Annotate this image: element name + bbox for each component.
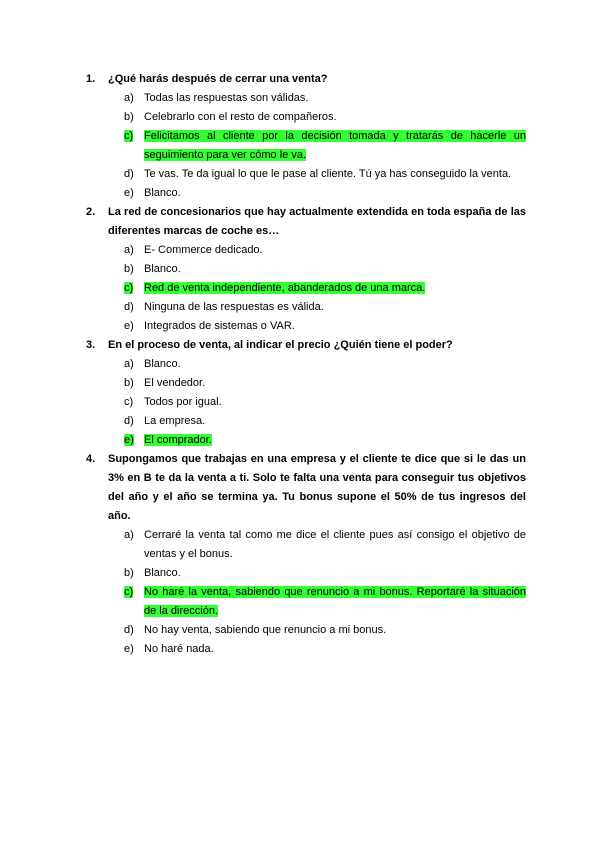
option-letter: a): [124, 358, 134, 370]
option-a: [86, 526, 526, 564]
option-letter: c): [124, 130, 134, 142]
question-number: 4.: [86, 453, 96, 465]
option-letter: d): [124, 301, 134, 313]
option-text: Blanco.: [144, 263, 181, 275]
question-heading: [86, 203, 526, 241]
option-text: No haré la venta, sabiendo que renuncio a mi bonus. Reportaré la situación de la dirección.: [144, 586, 526, 617]
option-text: Felicitamos al cliente por la decisión tomada y tratarás de hacerle un seguimiento para ver cómo le va.: [144, 130, 526, 161]
option-text: Blanco.: [144, 187, 181, 199]
question-text: En el proceso de venta, al indicar el precio ¿Quién tiene el poder?: [108, 339, 453, 351]
option-text: Te vas. Te da igual lo que le pase al cliente. Tú ya has conseguido la venta.: [144, 168, 512, 180]
option-e: [86, 317, 526, 336]
option-list: [86, 89, 526, 203]
option-letter: d): [124, 415, 134, 427]
question-heading: [86, 336, 526, 355]
option-a: [86, 241, 526, 260]
option-letter: c): [124, 396, 134, 408]
question-3: [86, 336, 526, 450]
option-text: La empresa.: [144, 415, 206, 427]
option-letter: a): [124, 529, 134, 541]
option-c-correct: [86, 127, 526, 165]
option-letter: b): [124, 111, 134, 123]
option-c: [86, 393, 526, 412]
option-text: Celebrarlo con el resto de compañeros.: [144, 111, 337, 123]
option-text: E- Commerce dedicado.: [144, 244, 263, 256]
option-a: [86, 89, 526, 108]
option-a: [86, 355, 526, 374]
option-text: Cerraré la venta tal como me dice el cliente pues así consigo el objetivo de ventas y el bonus.: [144, 529, 526, 560]
option-text: Blanco.: [144, 567, 181, 579]
option-letter: e): [124, 434, 134, 446]
option-text: Todas las respuestas son válidas.: [144, 92, 309, 104]
option-letter: a): [124, 92, 134, 104]
question-number: 3.: [86, 339, 96, 351]
option-letter: e): [124, 320, 134, 332]
option-text: El comprador.: [144, 434, 212, 446]
question-text: Supongamos que trabajas en una empresa y el cliente te dice que si le das un 3% en B te da la venta a ti. Solo te falta una venta para conseguir tus objetivos del año y el año se termina ya. Tu bonus supone el 50% de tus ingresos del año.: [108, 453, 526, 522]
option-b: [86, 374, 526, 393]
option-c-correct: [86, 279, 526, 298]
option-letter: b): [124, 567, 134, 579]
option-text: No haré nada.: [144, 643, 214, 655]
option-d: [86, 412, 526, 431]
option-letter: b): [124, 377, 134, 389]
option-letter: a): [124, 244, 134, 256]
option-letter: c): [124, 282, 134, 294]
option-e-correct: [86, 431, 526, 450]
question-text: La red de concesionarios que hay actualmente extendida en toda españa de las diferentes marcas de coche es…: [108, 206, 526, 237]
option-letter: e): [124, 643, 134, 655]
question-2: [86, 203, 526, 336]
option-b: [86, 564, 526, 583]
option-text: Red de venta independiente, abanderados de una marca.: [144, 282, 426, 294]
option-text: Blanco.: [144, 358, 181, 370]
question-heading: [86, 450, 526, 526]
option-text: El vendedor.: [144, 377, 206, 389]
question-number: 1.: [86, 73, 96, 85]
option-d: [86, 621, 526, 640]
option-letter: e): [124, 187, 134, 199]
option-b: [86, 108, 526, 127]
question-4: [86, 450, 526, 659]
question-heading: [86, 70, 526, 89]
question-list: [86, 70, 526, 659]
option-text: Integrados de sistemas o VAR.: [144, 320, 295, 332]
option-letter: b): [124, 263, 134, 275]
option-c-correct: [86, 583, 526, 621]
option-list: [86, 355, 526, 450]
option-text: Ninguna de las respuestas es válida.: [144, 301, 324, 313]
option-d: [86, 298, 526, 317]
option-letter: d): [124, 624, 134, 636]
option-text: No hay venta, sabiendo que renuncio a mi bonus.: [144, 624, 387, 636]
option-e: [86, 640, 526, 659]
option-list: [86, 241, 526, 336]
option-e: [86, 184, 526, 203]
option-text: Todos por igual.: [144, 396, 222, 408]
option-d: [86, 165, 526, 184]
question-1: [86, 70, 526, 203]
option-letter: d): [124, 168, 134, 180]
option-b: [86, 260, 526, 279]
option-list: [86, 526, 526, 659]
option-letter: c): [124, 586, 134, 598]
question-text: ¿Qué harás después de cerrar una venta?: [108, 73, 328, 85]
question-number: 2.: [86, 206, 96, 218]
